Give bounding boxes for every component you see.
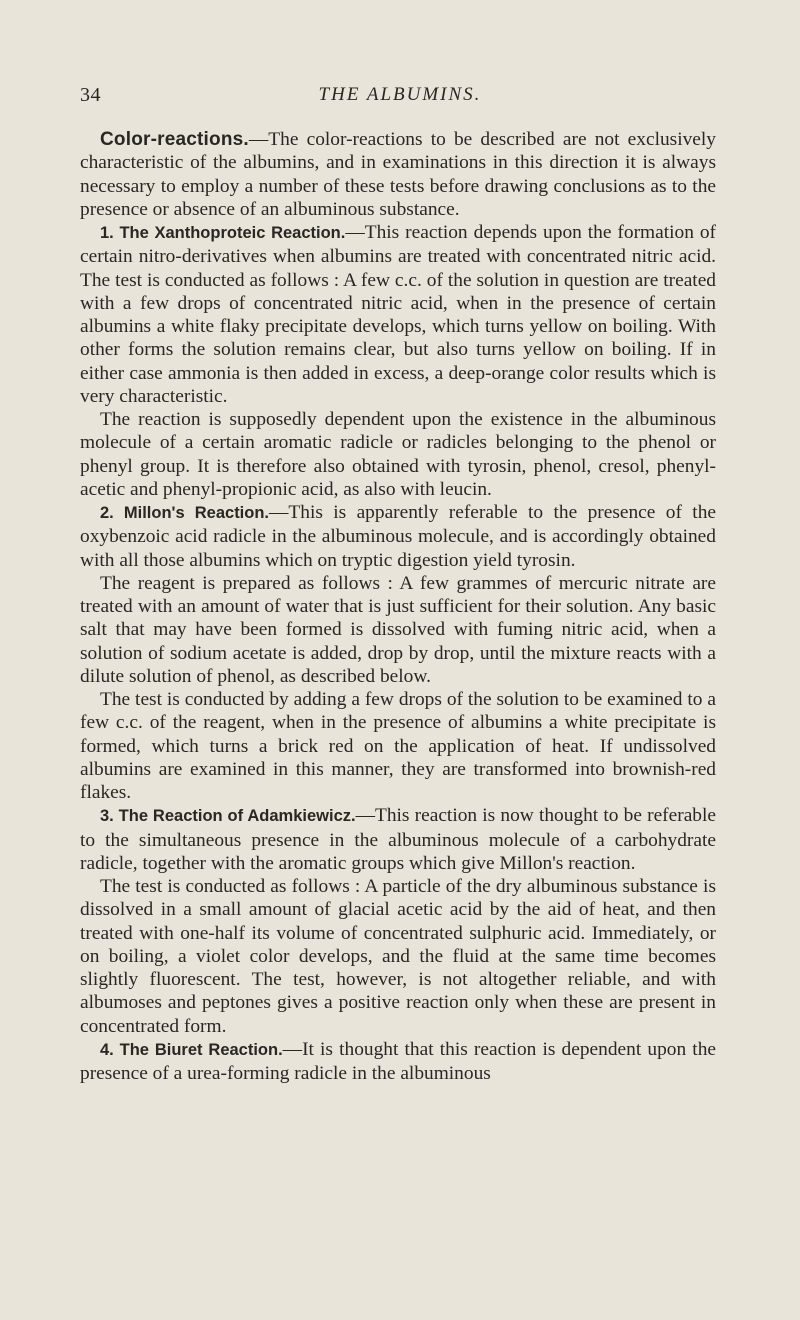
adamkiewicz-paragraph bbox=[80, 804, 716, 875]
millon-text: —This is apparently referable to the presence of the oxybenzoic acid radicle in the albuminous molecule, and is accordingly obtained with all those albumins which on tryptic digestion yield tyrosin. bbox=[80, 502, 716, 571]
section-intro-text: —The color-reactions to be described are not exclusively characteristic of the albumins, and in examinations in this direction it is always necessary to employ a number of these tests before drawing conclusions as to the presence or absence of an albuminous substance. bbox=[80, 129, 716, 220]
adamkiewicz-text: —This reaction is now thought to be referable to the simultaneous presence in the albuminous molecule of a carbohydrate radicle, together with the aromatic groups which give Millon's reaction. bbox=[80, 805, 716, 874]
millon-paragraph bbox=[80, 501, 716, 572]
section-heading: Color-reactions. bbox=[100, 129, 249, 150]
section-intro-paragraph bbox=[80, 128, 716, 221]
biuret-heading: 4. The Biuret Reaction. bbox=[100, 1040, 283, 1059]
running-title: THE ALBUMINS. bbox=[318, 84, 482, 105]
xanthoproteic-text: —This reaction depends upon the formation of certain nitro-derivatives when albumins are treated with concentrated nitric acid. The test is conducted as follows : A few c.c. of the solution in question are treated with a few drops of concentrated nitric acid, when in the presence of certain albumins a white flaky precipitate develops, which turns yellow on boiling. With other forms the solution remains clear, but also turns yellow on boiling. If in either case ammonia is then added in excess, a deep-orange color results which is very characteristic. bbox=[80, 222, 716, 407]
xanthoproteic-paragraph bbox=[80, 221, 716, 408]
adamkiewicz-heading: 3. The Reaction of Adamkiewicz. bbox=[100, 807, 356, 826]
biuret-paragraph bbox=[80, 1038, 716, 1086]
body-text bbox=[80, 128, 716, 1085]
xanthoproteic-heading: 1. The Xanthoproteic Reaction. bbox=[100, 224, 346, 242]
adamkiewicz-paragraph-2: The test is conducted as follows : A particle of the dry albuminous substance is dissolved in a small amount of glacial acetic acid by the aid of heat, and then treated with one-half its volume of concentrated sulphuric acid. Immediately, or on boiling, a violet color develops, and the fluid at the same time becomes slightly fluorescent. The test, however, is not altogether reliable, and with albumoses and peptones gives a positive reaction only when these are present in concentrated form. bbox=[80, 876, 716, 1037]
millon-paragraph-2: The reagent is prepared as follows : A few grammes of mercuric nitrate are treated with an amount of water that is just sufficient for their solution. Any basic salt that may have been formed is dissolved with fuming nitric acid, when a solution of sodium acetate is added, drop by drop, until the mixture reacts with a dilute solution of phenol, as described below. bbox=[80, 572, 716, 687]
millon-heading: 2. Millon's Reaction. bbox=[100, 504, 270, 522]
xanthoproteic-paragraph-2: The reaction is supposedly dependent upon the existence in the albuminous molecule of a certain aromatic radicle or radicles belonging to the phenol or phenyl group. It is therefore also obtained with tyrosin, phenol, cresol, phenyl-acetic and phenyl-propionic acid, as also with leucin. bbox=[80, 409, 716, 500]
millon-paragraph-3: The test is conducted by adding a few drops of the solution to be examined to a few c.c. of the reagent, when in the presence of albumins a white precipitate is formed, which turns a brick red on the application of heat. If undissolved albumins are examined in this manner, they are transformed into brownish-red flakes. bbox=[80, 689, 716, 803]
biuret-text: —It is thought that this reaction is dependent upon the presence of a urea-forming radicle in the albuminous bbox=[80, 1038, 716, 1084]
running-head bbox=[80, 84, 720, 112]
page-number: 34 bbox=[80, 84, 101, 106]
